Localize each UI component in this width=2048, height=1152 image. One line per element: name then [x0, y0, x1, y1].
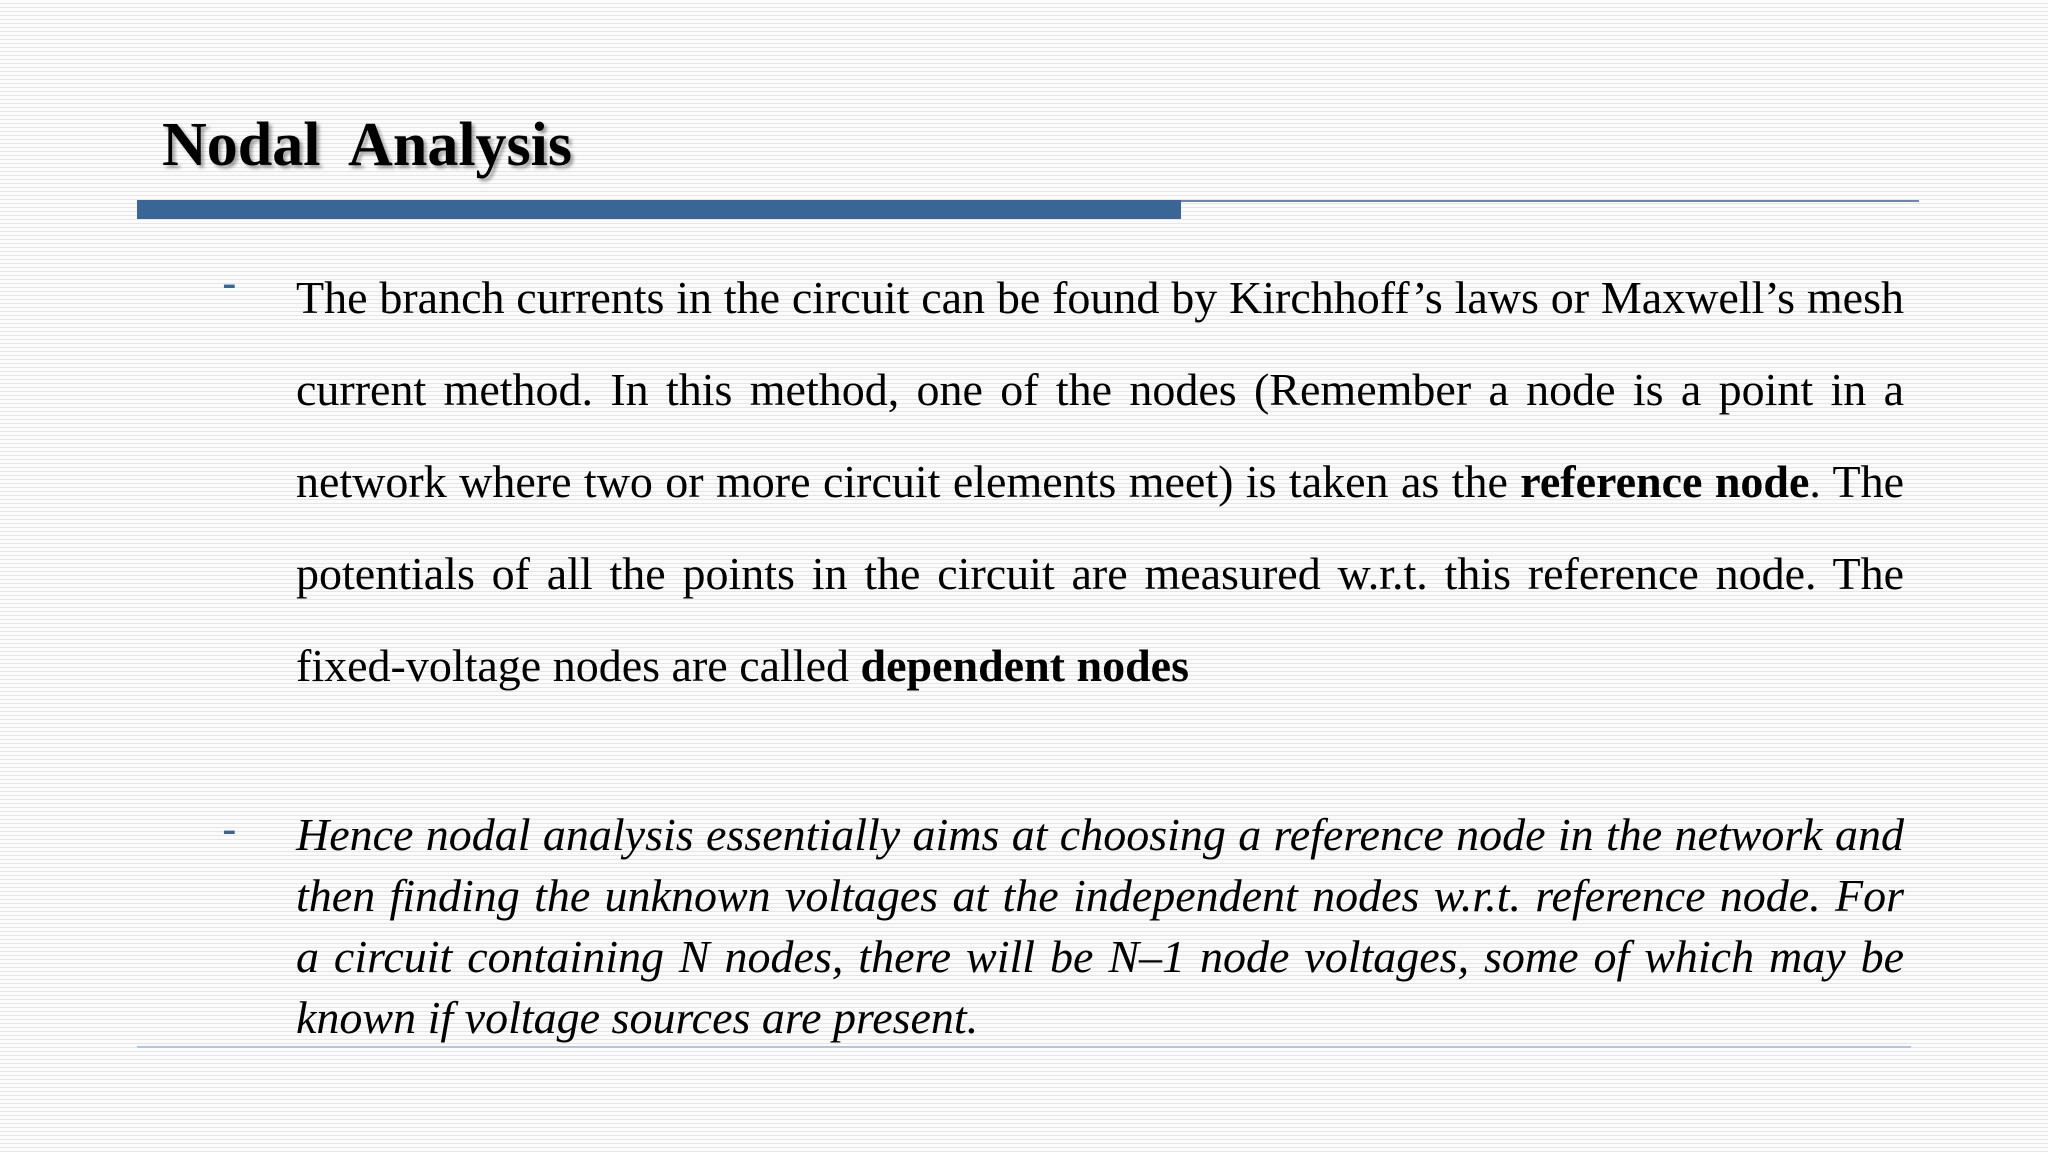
bullet-marker-1: -	[222, 259, 237, 308]
term-reference-node: reference node	[1520, 456, 1810, 507]
slide-title: Nodal Analysis	[162, 111, 573, 179]
title-underline-bar	[137, 200, 1181, 219]
bullet-marker-2: -	[222, 805, 237, 854]
term-dependent-nodes: dependent nodes	[860, 640, 1189, 691]
bullet-paragraph-2: Hence nodal analysis essentially aims at choosing a reference node in the network and then finding the unknown voltages at the independent nodes w.r.t. reference node. For a circuit containing N nodes, there will be N–1 node voltages, some of which may be known if voltage sources are present.	[296, 809, 1904, 1043]
footer-divider	[137, 1046, 1911, 1048]
bullet-paragraph-1	[296, 252, 1904, 712]
paragraph-1-text-a: The branch currents in the circuit can be found by Kirchhoff’s laws or Maxwell’s mesh current method. In this method, one of the nodes (Remember a node is a point in a network where two or more circuit elements meet) is taken as the	[296, 272, 1904, 507]
paragraph-1-text-b: . The potentials of all the points in the circuit are measured w.r.t. this reference node. The fixed-voltage nodes are called	[296, 456, 1905, 691]
